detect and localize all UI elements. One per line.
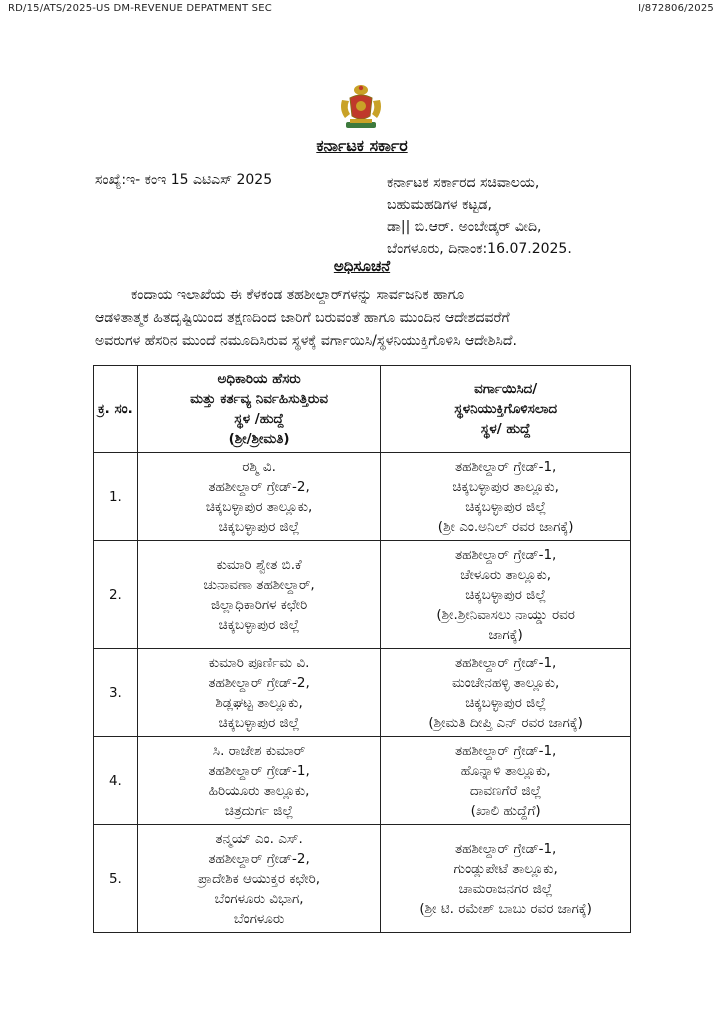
cell-line: ಚಿಕ್ಕಬಳ್ಳಾಪುರ ಜಿಲ್ಲೆ <box>465 694 547 711</box>
cell-line: ಚೇಳೂರು ತಾಲ್ಲೂಕು, <box>460 566 552 583</box>
table-row <box>94 453 631 541</box>
header-line: ಅಧಿಕಾರಿಯ ಹೆಸರು <box>217 371 301 387</box>
serial-cell: 3. <box>94 649 138 737</box>
header-line: ಮತ್ತು ಕರ್ತವ್ಯ ನಿರ್ವಹಿಸುತ್ತಿರುವ <box>190 391 329 407</box>
cell-line: ತಹಶೀಲ್ದಾರ್ ಗ್ರೇಡ್-2, <box>208 850 310 867</box>
cell-line: ಕುಮಾರಿ ಶ್ವೇತ ಬಿ.ಕೆ <box>216 556 302 573</box>
cell-line: (ಖಾಲಿ ಹುದ್ದೆಗೆ) <box>470 802 541 819</box>
header-officer <box>137 366 381 453</box>
posting-cell <box>381 737 631 825</box>
cell-line: ತಹಶೀಲ್ದಾರ್ ಗ್ರೇಡ್-1, <box>454 546 557 563</box>
cell-line: ತಹಶೀಲ್ದಾರ್ ಗ್ರೇಡ್-1, <box>208 762 310 779</box>
cell-line: ಕುಮಾರಿ ಪೂರ್ಣಿಮ ವಿ. <box>208 654 310 671</box>
cell-line: ಚಿಕ್ಕಬಳ್ಳಾಪುರ ತಾಲ್ಲೂಕು, <box>452 478 559 495</box>
cell-line: ಚಿತ್ರದುರ್ಗ ಜಿಲ್ಲೆ <box>224 802 294 819</box>
cell-line: ತಹಶೀಲ್ದಾರ್ ಗ್ರೇಡ್-1, <box>454 840 557 857</box>
cell-line: ಶಿಡ್ಲಘಟ್ಟ ತಾಲ್ಲೂಕು, <box>215 694 303 711</box>
officer-cell <box>137 453 381 541</box>
address-line: ಕರ್ನಾಟಕ ಸರ್ಕಾರದ ಸಚಿವಾಲಯ, <box>387 175 540 191</box>
cell-line: ಬೆಂಗಳೂರು ವಿಭಾಗ, <box>214 890 304 907</box>
officer-cell <box>137 649 381 737</box>
serial-cell: 4. <box>94 737 138 825</box>
officer-cell <box>137 541 381 649</box>
cell-line: (ಶ್ರೀಮತಿ ದೀಪ್ತಿ ಎನ್ ರವರ ಜಾಗಕ್ಕೆ) <box>428 714 583 731</box>
cell-line: (ಶ್ರೀ ಎಂ.ಅನಿಲ್ ರವರ ಜಾಗಕ್ಕೆ) <box>437 518 574 535</box>
officer-cell <box>137 825 381 933</box>
cell-line: ತಹಶೀಲ್ದಾರ್ ಗ್ರೇಡ್-2, <box>208 478 310 495</box>
posting-cell <box>381 825 631 933</box>
posting-cell <box>381 649 631 737</box>
document-reference-left: RD/15/ATS/2025-US DM-REVENUE DEPATMENT SEC <box>8 3 272 14</box>
officer-cell <box>137 737 381 825</box>
cell-line: ಚಾಮರಾಜನಗರ ಜಿಲ್ಲೆ <box>458 880 553 897</box>
serial-cell: 5. <box>94 825 138 933</box>
address-line: ಬಹುಮಹಡಿಗಳ ಕಟ್ಟಡ, <box>387 197 492 213</box>
body-line: ಆಡಳಿತಾತ್ಮಕ ಹಿತದೃಷ್ಟಿಯಿಂದ ತಕ್ಷಣದಿಂದ ಜಾರಿಗೆ ಬರುವಂತೆ ಹಾಗೂ ಮುಂದಿನ ಆದೇಶದವರೆಗೆ <box>95 310 510 326</box>
cell-line: ತಹಶೀಲ್ದಾರ್ ಗ್ರೇಡ್-2, <box>208 674 310 691</box>
cell-line: ಚಿಕ್ಕಬಳ್ಳಾಪುರ ಜಿಲ್ಲೆ <box>218 616 300 633</box>
table-header-row <box>94 366 631 453</box>
address-date-line: ಬೆಂಗಳೂರು, ದಿನಾಂಕ:16.07.2025. <box>387 241 572 257</box>
cell-line: ಚಿಕ್ಕಬಳ್ಳಾಪುರ ಜಿಲ್ಲೆ <box>218 714 300 731</box>
header-line: ಸ್ಥಳನಿಯುಕ್ತಿಗೊಳಿಸಲಾದ <box>454 401 558 417</box>
cell-line: ತಹಶೀಲ್ದಾರ್ ಗ್ರೇಡ್-1, <box>454 654 557 671</box>
header-line: ವರ್ಗಾಯಿಸಿದ/ <box>474 381 538 397</box>
serial-cell: 2. <box>94 541 138 649</box>
cell-line: ದಾವಣಗೆರೆ ಜಿಲ್ಲೆ <box>469 782 542 799</box>
cell-line: ಚಿಕ್ಕಬಳ್ಳಾಪುರ ಜಿಲ್ಲೆ <box>465 586 547 603</box>
cell-line: (ಶ್ರೀ.ಶ್ರೀನಿವಾಸಲು ನಾಯ್ಡು ರವರ <box>436 606 575 623</box>
body-line: ಅವರುಗಳ ಹೆಸರಿನ ಮುಂದೆ ನಮೂದಿಸಿರುವ ಸ್ಥಳಕ್ಕೆ ವರ್ಗಾಯಿಸಿ/ಸ್ಥಳನಿಯುಕ್ತಿಗೊಳಿಸಿ ಆದೇಶಿಸಿದೆ. <box>95 333 517 349</box>
cell-line: ಜಿಲ್ಲಾಧಿಕಾರಿಗಳ ಕಛೇರಿ <box>210 596 308 613</box>
cell-line: ತನ್ಮಯ್ ಎಂ. ಎಸ್. <box>215 830 303 847</box>
cell-line: ಚಿಕ್ಕಬಳ್ಳಾಪುರ ಜಿಲ್ಲೆ <box>218 518 300 535</box>
header-line: ಸ್ಥಳ /ಹುದ್ದೆ <box>234 411 284 427</box>
issuing-office-address <box>387 172 572 260</box>
body-line: ಕಂದಾಯ ಇಲಾಖೆಯ ಈ ಕೆಳಕಂಡ ತಹಶೀಲ್ದಾರ್‌ಗಳನ್ನು ಸಾರ್ವಜನಿಕ ಹಾಗೂ <box>131 287 465 303</box>
table-row <box>94 649 631 737</box>
notification-heading: ಅಧಿಸೂಚನೆ <box>333 257 391 275</box>
document-reference-right: I/872806/2025 <box>638 3 714 14</box>
header-posting <box>381 366 631 453</box>
cell-line: (ಶ್ರೀ ಟಿ. ರಮೇಶ್ ಬಾಬು ರವರ ಜಾಗಕ್ಕೆ) <box>419 900 592 917</box>
cell-line: ಹಿರಿಯೂರು ತಾಲ್ಲೂಕು, <box>208 782 310 799</box>
notification-body <box>95 284 632 353</box>
posting-cell <box>381 541 631 649</box>
cell-line: ತಹಶೀಲ್ದಾರ್ ಗ್ರೇಡ್-1, <box>454 458 557 475</box>
posting-cell <box>381 453 631 541</box>
table-row <box>94 737 631 825</box>
cell-line: ಹೊನ್ನಾಳಿ ತಾಲ್ಲೂಕು, <box>460 762 551 779</box>
header-line: ಸ್ಥಳ/ ಹುದ್ದೆ <box>480 421 531 437</box>
government-title: ಕರ್ನಾಟಕ ಸರ್ಕಾರ <box>316 136 408 155</box>
cell-line: ತಹಶೀಲ್ದಾರ್ ಗ್ರೇಡ್-1, <box>454 742 557 759</box>
serial-cell: 1. <box>94 453 138 541</box>
cell-line: ಪ್ರಾದೇಶಿಕ ಆಯುಕ್ತರ ಕಛೇರಿ, <box>198 870 321 887</box>
cell-line: ಚುನಾವಣಾ ತಹಶೀಲ್ದಾರ್, <box>203 576 315 593</box>
table-row <box>94 825 631 933</box>
header-serial: ಕ್ರ. ಸಂ. <box>94 366 138 453</box>
transfer-table <box>93 365 631 933</box>
table-row <box>94 541 631 649</box>
cell-line: ಸಿ. ರಾಜೇಶ ಕುಮಾರ್ <box>212 742 306 759</box>
cell-line: ಚಿಕ್ಕಬಳ್ಳಾಪುರ ತಾಲ್ಲೂಕು, <box>205 498 313 515</box>
cell-line: ರಶ್ಮಿ ವಿ. <box>242 458 276 475</box>
cell-line: ಗುಂಡ್ಲುಪೇಟೆ ತಾಲ್ಲೂಕು, <box>453 860 558 877</box>
cell-line: ಬೆಂಗಳೂರು <box>233 910 285 927</box>
address-line: ಡಾ|| ಬಿ.ಆರ್. ಅಂಬೇಡ್ಕರ್ ವೀದಿ, <box>387 219 542 235</box>
state-emblem-icon <box>336 82 386 132</box>
cell-line: ಮಂಚೇನಹಳ್ಳಿ ತಾಲ್ಲೂಕು, <box>451 674 560 691</box>
header-line: (ಶ್ರೀ/ಶ್ರೀಮತಿ) <box>228 431 290 447</box>
cell-line: ಚಿಕ್ಕಬಳ್ಳಾಪುರ ಜಿಲ್ಲೆ <box>465 498 547 515</box>
order-number: ಸಂಖ್ಯೆ:ಇ- ಕಂಇ 15 ಎಟಿಎಸ್ 2025 <box>95 172 273 188</box>
cell-line: ಜಾಗಕ್ಕೆ) <box>488 626 523 643</box>
